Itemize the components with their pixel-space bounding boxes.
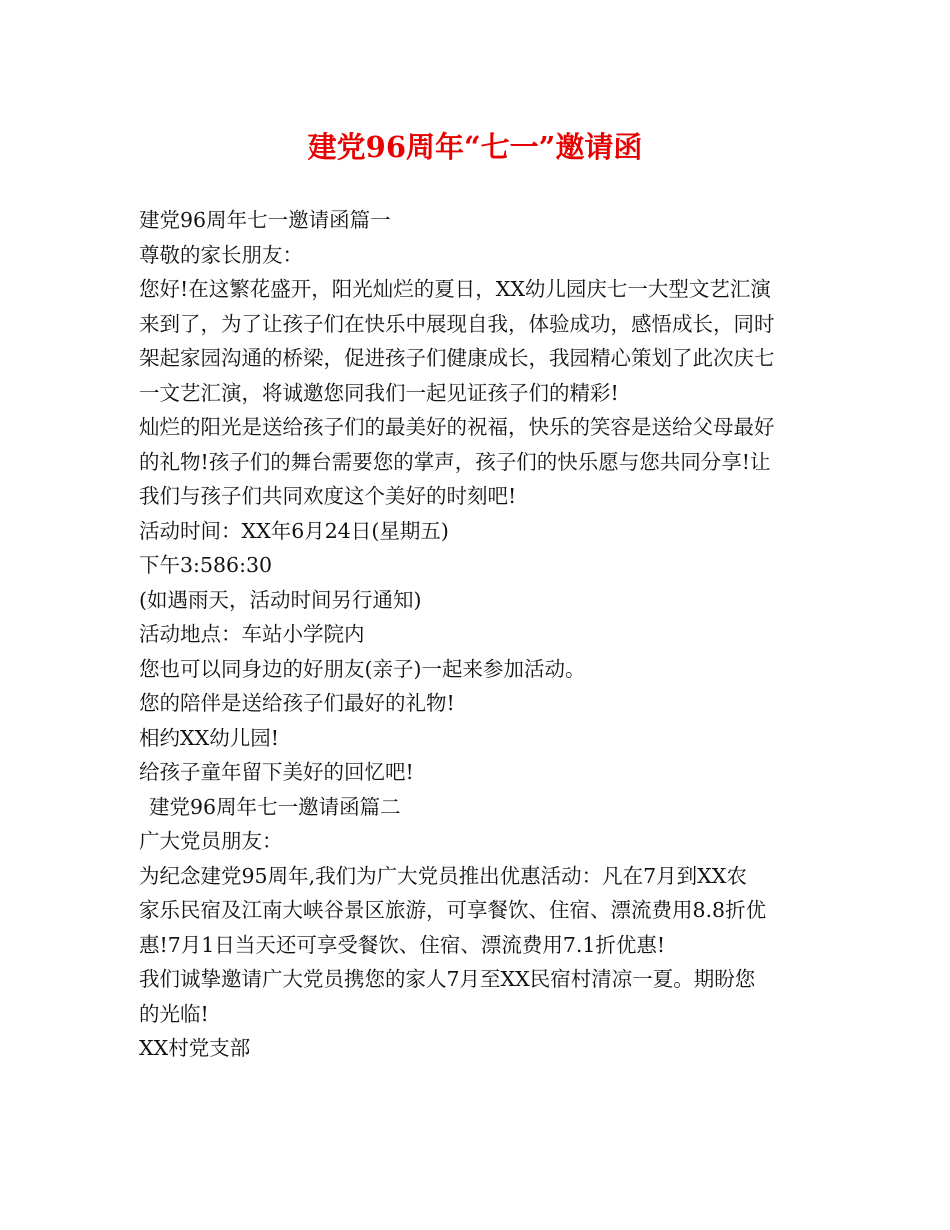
paragraph-line: 架起家园沟通的桥梁，促进孩子们健康成长，我园精心策划了此次庆七: [139, 346, 775, 370]
paragraph-line: 相约XX幼儿园!: [139, 725, 279, 750]
paragraph-line: 为纪念建党95周年,我们为广大党员推出优惠活动：凡在7月到XX农: [139, 863, 747, 888]
paragraph-line: 给孩子童年留下美好的回忆吧!: [139, 760, 414, 784]
section-heading-1: 建党96周年七一邀请函篇一: [139, 208, 391, 232]
paragraph-line: 家乐民宿及江南大峡谷景区旅游，可享餐饮、住宿、漂流费用8.8折优: [139, 898, 767, 922]
paragraph-line: 我们与孩子们共同欢度这个美好的时刻吧!: [139, 484, 517, 508]
document-body: [139, 203, 829, 1066]
event-time: 活动时间：XX年6月24日(星期五): [139, 518, 449, 543]
salutation-parents: 尊敬的家长朋友：: [139, 242, 303, 267]
paragraph-line: 的光临!: [139, 1001, 209, 1026]
paragraph-line: 的礼物!孩子们的舞台需要您的掌声，孩子们的快乐愿与您共同分享!让: [139, 449, 771, 474]
paragraph-line: 您的陪伴是送给孩子们最好的礼物!: [139, 691, 455, 715]
paragraph-line: 惠!7月1日当天还可享受餐饮、住宿、漂流费用7.1折优惠!: [139, 932, 666, 957]
paragraph-line: 来到了，为了让孩子们在快乐中展现自我，体验成功，感悟成长，同时: [139, 311, 775, 336]
salutation-members: 广大党员朋友：: [139, 829, 283, 853]
document-title: 建党96周年“七一”邀请函: [307, 130, 643, 164]
paragraph-line: 您也可以同身边的好朋友(亲子)一起来参加活动。: [139, 656, 586, 681]
event-hours: 下午3:586:30: [139, 553, 273, 577]
event-location: 活动地点：车站小学院内: [139, 622, 365, 646]
paragraph-line: 一文艺汇演，将诚邀您同我们一起见证孩子们的精彩!: [139, 380, 619, 405]
section-heading-2: 建党96周年七一邀请函篇二: [149, 794, 401, 819]
rain-notice: (如遇雨天，活动时间另行通知): [139, 587, 422, 612]
signature: XX村党支部: [139, 1036, 251, 1060]
paragraph-line: 灿烂的阳光是送给孩子们的最美好的祝福，快乐的笑容是送给父母最好: [139, 415, 775, 439]
paragraph-line: 您好!在这繁花盛开，阳光灿烂的夏日，XX幼儿园庆七一大型文艺汇演: [139, 277, 771, 301]
paragraph-line: 我们诚挚邀请广大党员携您的家人7月至XX民宿村清凉一夏。期盼您: [139, 967, 756, 991]
